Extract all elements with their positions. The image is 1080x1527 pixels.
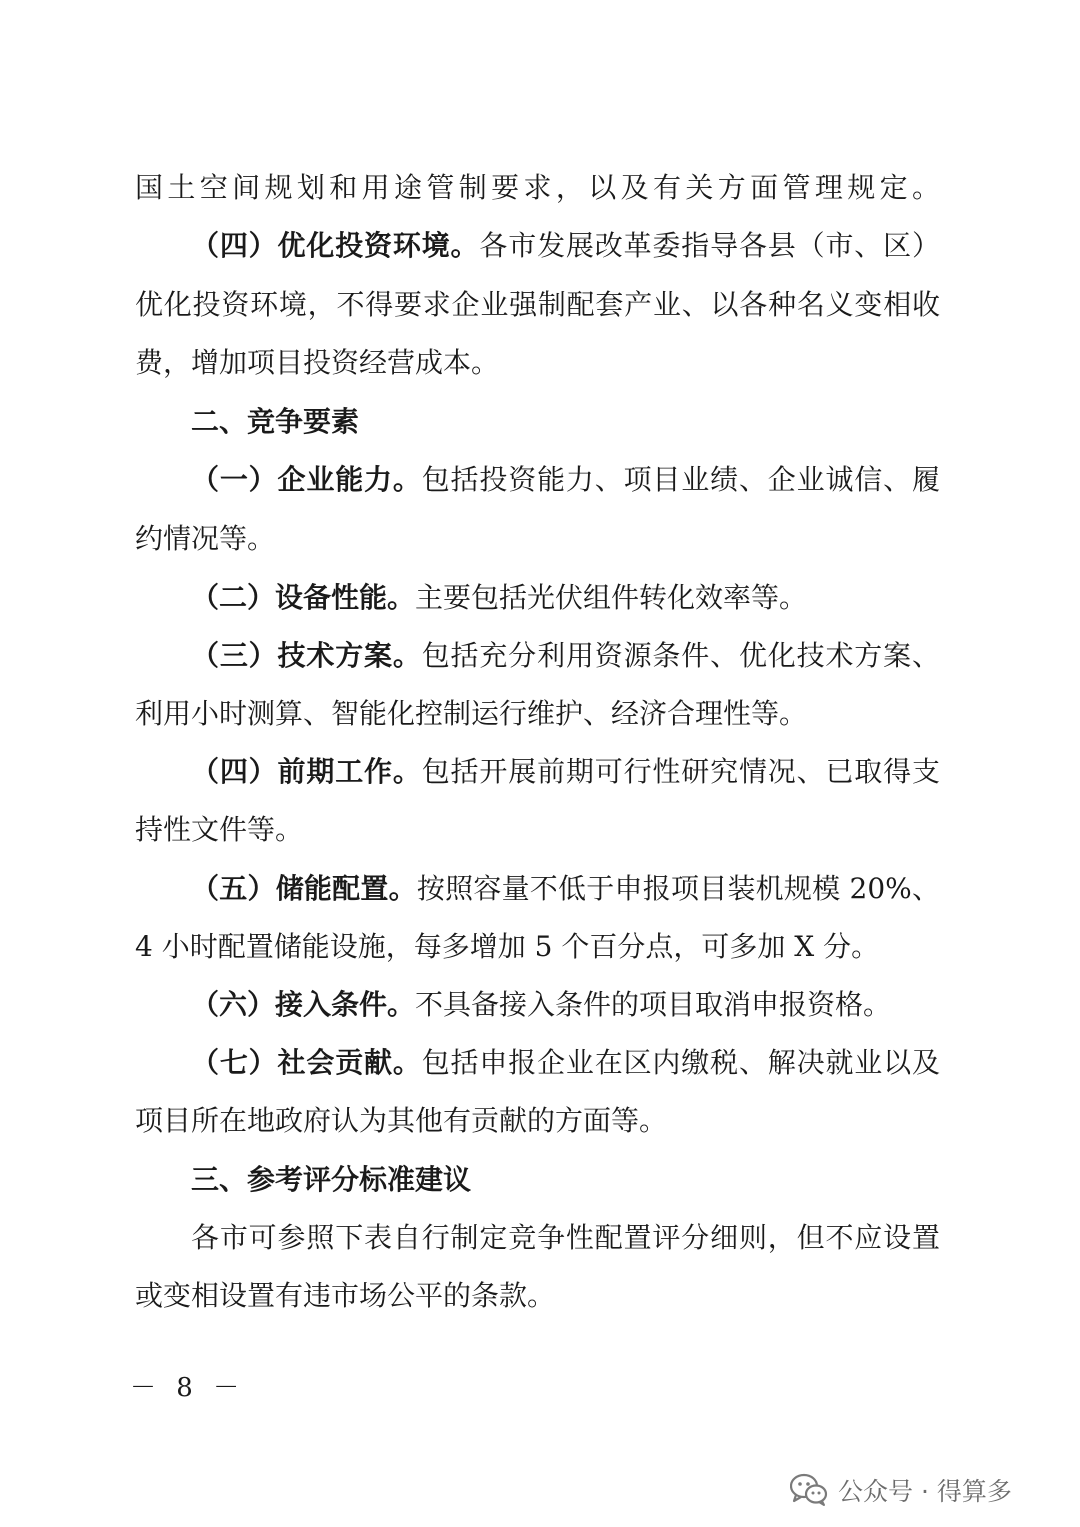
paragraph-line [191,985,940,1025]
section-label: （三）技术方案。 [191,639,422,672]
heading-text: 二、竞争要素 [191,405,360,438]
line-text: 约情况等。 [135,522,276,555]
heading-text: 三、参考评分标准建议 [191,1163,472,1196]
section-label: （六）接入条件。 [191,988,416,1021]
paragraph-line [191,869,940,909]
paragraph-line [191,1218,940,1258]
paragraph-line [135,168,940,208]
wechat-icon [790,1473,828,1507]
paragraph-line [135,810,940,850]
section-heading [191,402,940,442]
wechat-watermark [790,1470,1012,1510]
paragraph-line [135,694,940,734]
section-label: （五）储能配置。 [191,872,417,905]
section-label: （二）设备性能。 [191,581,416,614]
paragraph-line [191,226,940,266]
line-text: 国土空间规划和用途管制要求，以及有关方面管理规定。 [135,171,940,204]
line-text: 包括充分利用资源条件、优化技术方案、 [421,639,940,672]
line-text: 优化投资环境，不得要求企业强制配套产业、以各种名义变相收 [135,288,940,321]
paragraph-line [191,1043,940,1083]
paragraph-line [135,927,940,967]
paragraph-line [135,1276,940,1316]
line-text: 按照容量不低于申报项目装机规模 20%、 [416,872,940,905]
line-text: 各市可参照下表自行制定竞争性配置评分细则，但不应设置 [191,1221,940,1254]
section-label: （四）优化投资环境。 [191,229,480,262]
line-text: 利用小时测算、智能化控制运行维护、经济合理性等。 [135,697,808,730]
paragraph-line [135,343,940,383]
line-text: 持性文件等。 [135,813,304,846]
section-label: （七）社会贡献。 [191,1046,422,1079]
paragraph-line [191,636,940,676]
section-label: （一）企业能力。 [191,463,422,496]
section-label: （四）前期工作。 [191,755,422,788]
line-text: 各市发展改革委指导各县（市、区） [479,229,940,262]
line-text: 包括开展前期可行性研究情况、已取得支 [421,755,940,788]
line-text: 或变相设置有违市场公平的条款。 [135,1279,556,1312]
line-text: 不具备接入条件的项目取消申报资格。 [415,988,892,1021]
line-text: 4 小时配置储能设施，每多增加 5 个百分点，可多加 X 分。 [135,930,880,963]
paragraph-line [135,519,940,559]
page-number: － 8 － [130,1373,246,1403]
section-heading [191,1160,940,1200]
paragraph-line [191,578,940,618]
paragraph-line [191,460,940,500]
paragraph-line [191,752,940,792]
line-text: 费，增加项目投资经营成本。 [135,346,500,379]
watermark-text: 公众号 · 得算多 [838,1477,1012,1506]
line-text: 项目所在地政府认为其他有贡献的方面等。 [135,1104,668,1137]
paragraph-line [135,1101,940,1141]
line-text: 包括投资能力、项目业绩、企业诚信、履 [421,463,940,496]
line-text: 包括申报企业在区内缴税、解决就业以及 [421,1046,940,1079]
paragraph-line [135,285,940,325]
line-text: 主要包括光伏组件转化效率等。 [415,581,808,614]
